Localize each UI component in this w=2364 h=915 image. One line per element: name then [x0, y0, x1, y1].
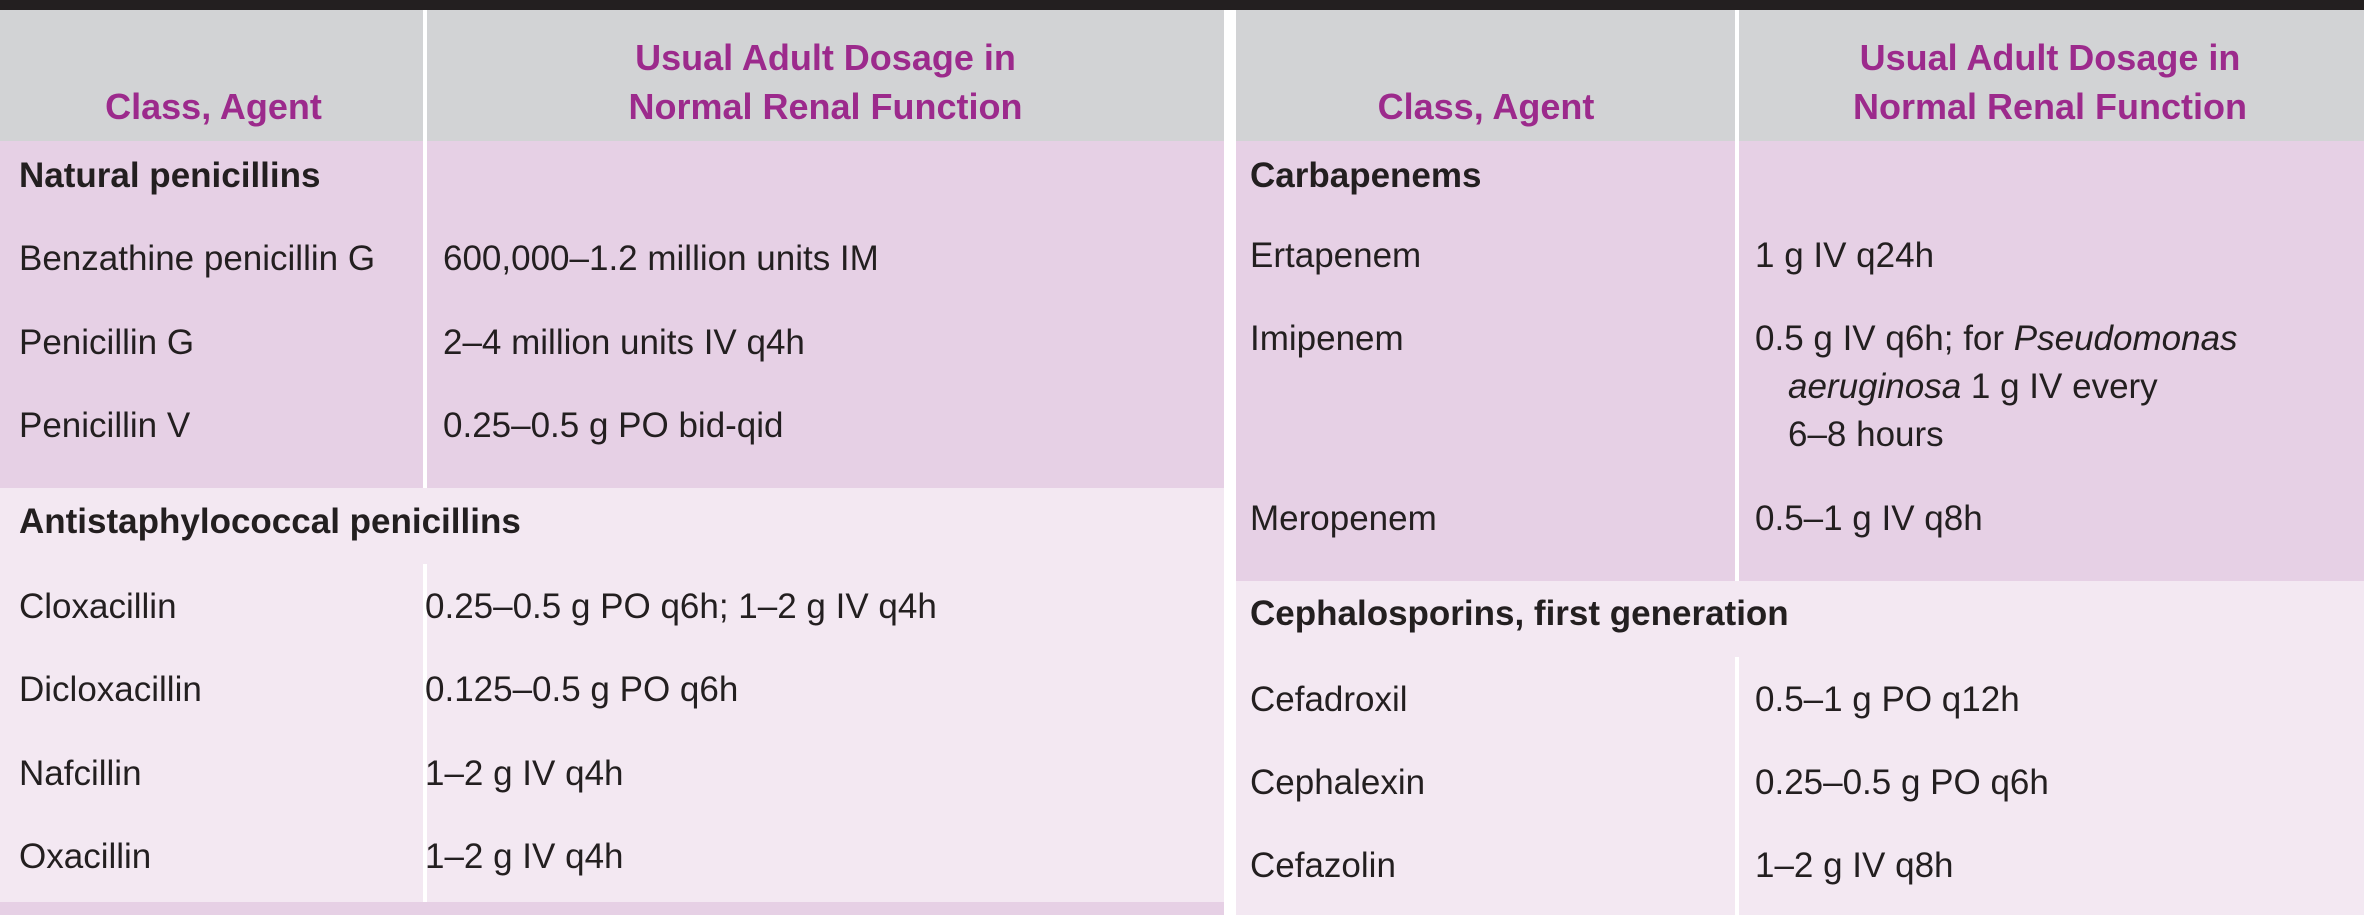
- header-class-agent-label: Class, Agent: [1377, 86, 1595, 127]
- header-dosage-line1: Usual Adult Dosage in: [1859, 37, 2241, 78]
- header-dosage: [427, 10, 1224, 141]
- agent-dose: 600,000–1.2 million units IM: [443, 239, 879, 278]
- agent-dose: 0.5–1 g IV q8h: [1755, 499, 1983, 538]
- agent-name: Ertapenem: [1250, 236, 1422, 275]
- column-divider: [1735, 657, 1739, 915]
- next-group-band: [0, 902, 1224, 915]
- group-title: Antistaphylococcal penicillins: [19, 502, 521, 541]
- left-table: [0, 10, 1224, 915]
- agent-name: Cefazolin: [1250, 846, 1396, 885]
- top-rule: [0, 0, 2364, 10]
- header-divider: [423, 10, 427, 141]
- dose-line: [1755, 363, 2355, 411]
- group-title: Natural penicillins: [19, 156, 321, 195]
- agent-name: Imipenem: [1250, 319, 1404, 358]
- table-header: [1236, 10, 2364, 141]
- organism-name: Pseudomonas: [2013, 319, 2238, 358]
- right-table: [1236, 10, 2364, 915]
- agent-dose: 1 g IV q24h: [1755, 236, 1935, 275]
- agent-dose: 0.25–0.5 g PO bid-qid: [443, 406, 784, 445]
- header-class-agent: [1236, 10, 1736, 141]
- agent-name: Oxacillin: [19, 837, 152, 876]
- header-dosage-line2: Normal Renal Function: [1852, 86, 2248, 127]
- agent-dose: 1–2 g IV q8h: [1755, 846, 1954, 885]
- header-class-agent: [0, 10, 427, 141]
- group-title: Cephalosporins, first generation: [1250, 594, 1789, 633]
- agent-name: Cephalexin: [1250, 763, 1426, 802]
- organism-name: aeruginosa: [1788, 367, 1962, 406]
- agent-name: Nafcillin: [19, 754, 142, 793]
- column-divider: [1735, 141, 1739, 581]
- dose-text: 0.5 g IV q6h; for: [1755, 319, 2014, 358]
- column-gap: [1224, 10, 1236, 915]
- dose-line: 6–8 hours: [1788, 415, 1944, 454]
- agent-name: Meropenem: [1250, 499, 1437, 538]
- agent-dose: [1755, 315, 2355, 459]
- column-divider: [423, 141, 427, 488]
- group-title: Carbapenems: [1250, 156, 1482, 195]
- agent-name: Cloxacillin: [19, 587, 177, 626]
- dose-text: 1 g IV every: [1961, 367, 2158, 406]
- agent-name: Dicloxacillin: [19, 670, 202, 709]
- agent-dose: 1–2 g IV q4h: [425, 754, 624, 793]
- header-dosage-label: [1853, 33, 2247, 131]
- agent-name: Cefadroxil: [1250, 680, 1408, 719]
- agent-dose: 0.25–0.5 g PO q6h: [1755, 763, 2049, 802]
- header-class-agent-label: Class, Agent: [105, 86, 322, 127]
- agent-dose: 1–2 g IV q4h: [425, 837, 624, 876]
- agent-name: Benzathine penicillin G: [19, 239, 376, 278]
- header-dosage-label: [628, 33, 1022, 131]
- table-header: [0, 10, 1224, 141]
- agent-dose: 0.25–0.5 g PO q6h; 1–2 g IV q4h: [425, 587, 937, 626]
- agent-dose: 0.5–1 g PO q12h: [1755, 680, 2020, 719]
- agent-name: Penicillin G: [19, 323, 195, 362]
- agent-dose: 0.125–0.5 g PO q6h: [425, 670, 739, 709]
- agent-dose: 2–4 million units IV q4h: [443, 323, 805, 362]
- header-dosage: [1736, 10, 2364, 141]
- agent-name: Penicillin V: [19, 406, 191, 445]
- header-dosage-line1: Usual Adult Dosage in: [635, 37, 1016, 78]
- header-divider: [1735, 10, 1739, 141]
- dose-line: [1755, 315, 2355, 363]
- header-dosage-line2: Normal Renal Function: [628, 86, 1023, 127]
